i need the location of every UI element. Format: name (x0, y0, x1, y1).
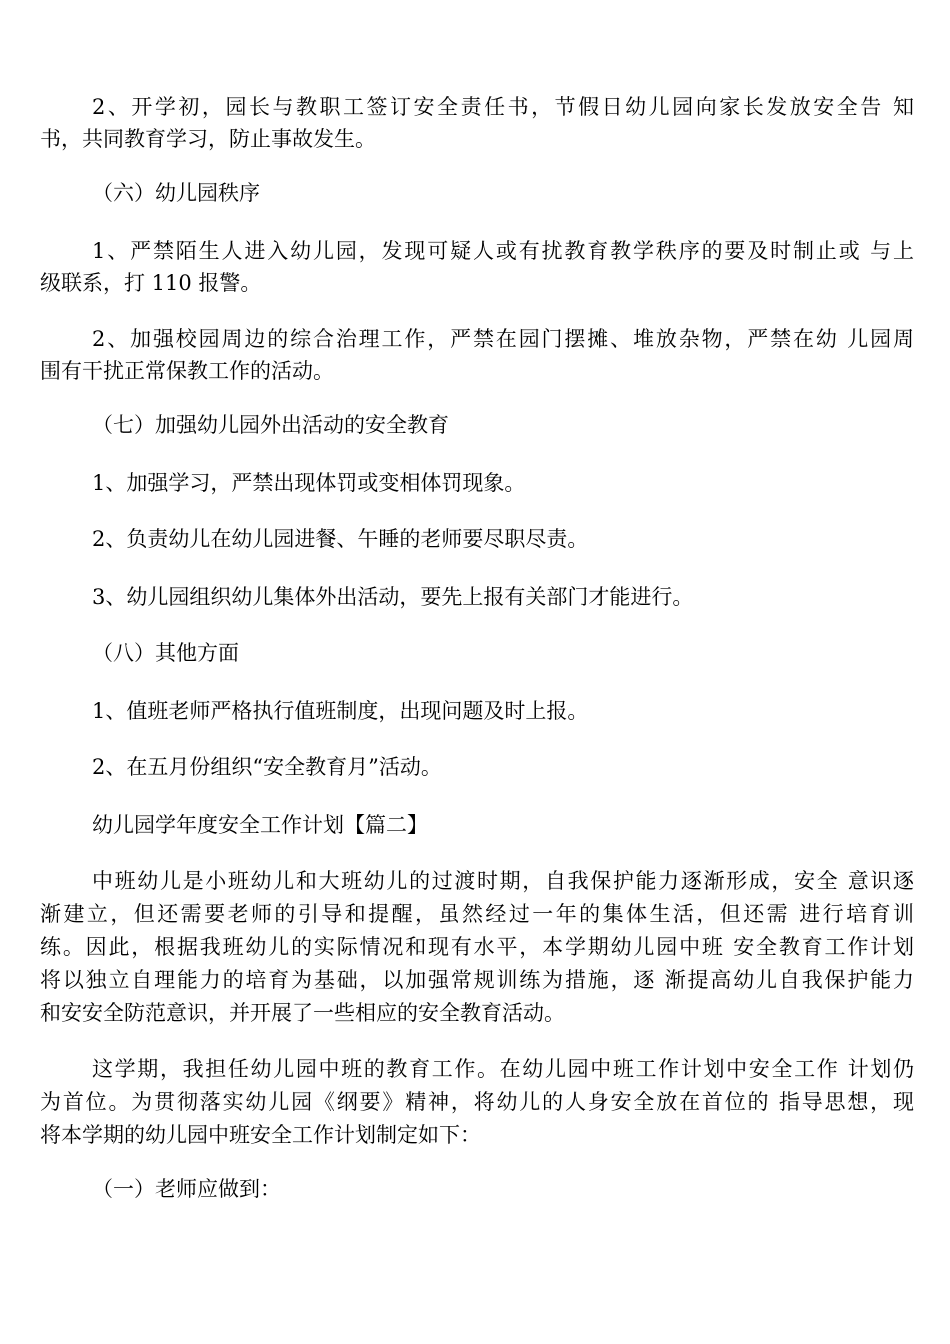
paragraph-text: 将以独立自理能力的培育为基础，以加强常规训练为措施，逐 渐提高幼儿自我保护能力 (40, 968, 914, 992)
paragraph-text: 围有干扰正常保教工作的活动。 (40, 359, 334, 383)
paragraph-line (0, 522, 950, 556)
paragraph-text: 1、加强学习，严禁出现体罚或变相体罚现象。 (92, 471, 526, 495)
paragraph-text: 为首位。为贯彻落实幼儿园《纲要》精神，将幼儿的人身安全放在首位的 指导思想，现 (40, 1090, 914, 1114)
section-heading-text: （一）老师应做到： (92, 1177, 281, 1201)
section-heading-text: （七）加强幼儿园外出活动的安全教育 (92, 413, 449, 437)
paragraph-line (0, 930, 950, 964)
paragraph-line (0, 354, 950, 388)
paragraph-line (0, 90, 950, 124)
paragraph-text: 1、严禁陌生人进入幼儿园，发现可疑人或有扰教育教学秩序的要及时制止或 与上 (92, 239, 914, 263)
paragraph-text: 3、幼儿园组织幼儿集体外出活动，要先上报有关部门才能进行。 (92, 585, 694, 609)
section-heading (0, 636, 950, 670)
section-heading-text: （八）其他方面 (92, 641, 239, 665)
paragraph-text: 将本学期的幼儿园中班安全工作计划制定如下： (40, 1123, 481, 1147)
article-title (0, 808, 950, 842)
paragraph-text: 和安安全防范意识，并开展了一些相应的安全教育活动。 (40, 1001, 565, 1025)
paragraph-text: 2、开学初，园长与教职工签订安全责任书，节假日幼儿园向家长发放安全告 知 (92, 95, 914, 119)
paragraph-line (0, 580, 950, 614)
paragraph-line (0, 1085, 950, 1119)
paragraph-line (0, 694, 950, 728)
article-title-text: 幼儿园学年度安全工作计划【篇二】 (92, 813, 428, 837)
section-heading-text: （六）幼儿园秩序 (92, 181, 260, 205)
paragraph-text: 2、加强校园周边的综合治理工作，严禁在园门摆摊、堆放杂物，严禁在幼 儿园周 (92, 327, 914, 351)
paragraph-line (0, 750, 950, 784)
paragraph-text: 渐建立，但还需要老师的引导和提醒，虽然经过一年的集体生活，但还需 进行培育训 (40, 902, 914, 926)
paragraph-line (0, 864, 950, 898)
paragraph-line (0, 1118, 950, 1152)
paragraph-line (0, 1052, 950, 1086)
paragraph-line (0, 466, 950, 500)
section-heading (0, 1172, 950, 1206)
paragraph-line (0, 996, 950, 1030)
paragraph-text: 1、值班老师严格执行值班制度，出现问题及时上报。 (92, 699, 589, 723)
paragraph-line (0, 963, 950, 997)
paragraph-text: 中班幼儿是小班幼儿和大班幼儿的过渡时期，自我保护能力逐渐形成，安全 意识逐 (92, 869, 914, 893)
paragraph-text: 级联系，打 110 报警。 (40, 271, 262, 295)
section-heading (0, 176, 950, 210)
paragraph-text: 练。因此，根据我班幼儿的实际情况和现有水平，本学期幼儿园中班 安全教育工作计划 (40, 935, 914, 959)
paragraph-text: 2、负责幼儿在幼儿园进餐、午睡的老师要尽职尽责。 (92, 527, 589, 551)
paragraph-line (0, 234, 950, 268)
section-heading (0, 408, 950, 442)
paragraph-text: 2、在五月份组织“安全教育月”活动。 (92, 755, 442, 779)
paragraph-line (0, 322, 950, 356)
paragraph-line (0, 122, 950, 156)
paragraph-text: 书，共同教育学习，防止事故发生。 (40, 127, 376, 151)
paragraph-line (0, 897, 950, 931)
paragraph-text: 这学期，我担任幼儿园中班的教育工作。在幼儿园中班工作计划中安全工作 计划仍 (92, 1057, 914, 1081)
paragraph-line (0, 266, 950, 300)
